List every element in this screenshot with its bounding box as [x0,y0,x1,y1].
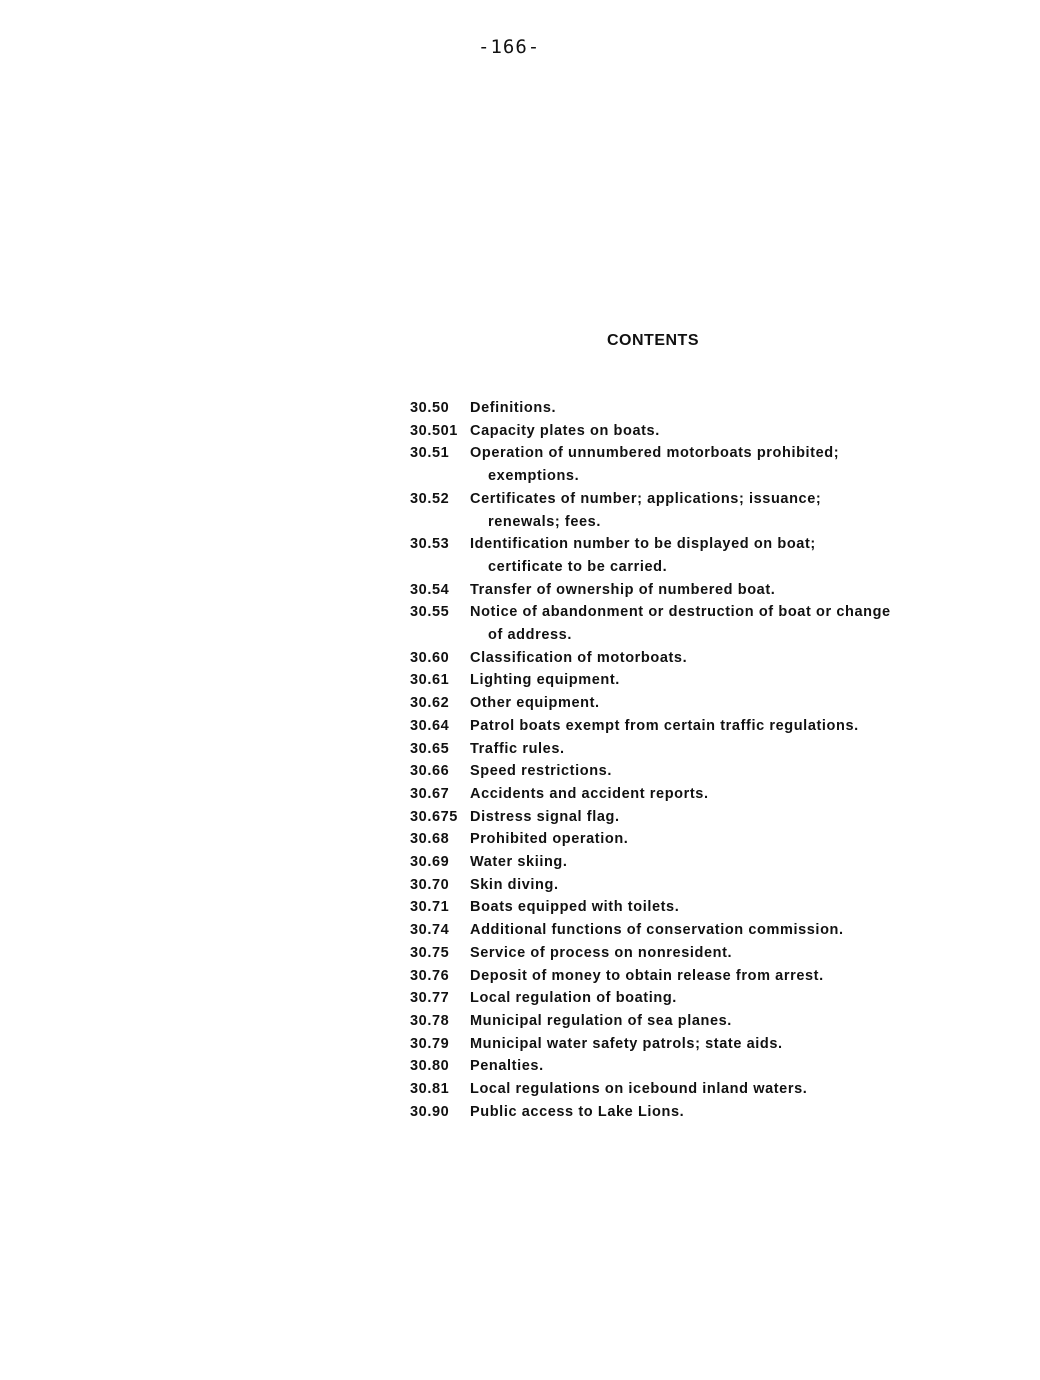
section-title-line: Local regulation of boating. [470,990,677,1007]
section-title-line: Distress signal flag. [470,808,620,825]
toc-entry [410,851,970,874]
section-title [470,669,970,692]
table-of-contents [410,397,970,1124]
toc-entry [410,601,970,646]
section-number: 30.81 [410,1081,450,1098]
section-title [470,806,970,829]
section-title [470,1101,970,1124]
section-number: 30.64 [410,717,450,734]
toc-entry [410,874,970,897]
section-title [470,579,970,602]
section-title [470,828,970,851]
section-number: 30.90 [410,1103,450,1120]
section-number: 30.74 [410,922,450,939]
section-number: 30.67 [410,785,450,802]
section-title-line: Classification of motorboats. [470,649,688,666]
toc-entry [410,692,970,715]
section-title-line: Notice of abandonment or destruction of boat or change [470,604,891,621]
section-title-line: Speed restrictions. [470,763,612,780]
toc-entry [410,533,970,578]
section-title [470,874,970,897]
section-title [470,919,970,942]
toc-entry [410,987,970,1010]
section-number: 30.70 [410,876,450,893]
section-title-line: Penalties. [470,1058,544,1075]
section-title-line: Local regulations on icebound inland waters. [470,1081,808,1098]
section-title-line: Deposit of money to obtain release from arrest. [470,967,824,984]
toc-entry [410,738,970,761]
section-number: 30.50 [410,400,450,416]
section-title [470,488,970,533]
section-title-line: Patrol boats exempt from certain traffic regulations. [470,717,859,734]
toc-entry [410,397,970,420]
section-title [470,715,970,738]
toc-entry [410,942,970,965]
section-title [470,896,970,919]
section-title-line: Additional functions of conservation commission. [470,922,844,939]
section-number: 30.51 [410,445,450,462]
section-title-line: Boats equipped with toilets. [470,899,680,916]
section-title [470,1055,970,1078]
toc-entry [410,669,970,692]
toc-entry [410,896,970,919]
section-title-line: Water skiing. [470,854,568,871]
section-title-line: Public access to Lake Lions. [470,1103,685,1120]
toc-entry [410,965,970,988]
toc-entry [410,420,970,443]
page-number: -166- [478,36,541,58]
toc-entry [410,919,970,942]
section-title-line: Transfer of ownership of numbered boat. [470,581,776,598]
section-number: 30.68 [410,831,450,848]
section-number: 30.77 [410,990,450,1007]
section-title-line: certificate to be carried. [488,558,668,575]
section-title [470,601,970,646]
section-title-line: exemptions. [488,468,580,485]
section-title-line: Accidents and accident reports. [470,785,709,802]
toc-entry [410,1010,970,1033]
section-number: 30.71 [410,899,450,916]
section-title-line: Municipal water safety patrols; state aids. [470,1035,783,1052]
toc-entry [410,783,970,806]
toc-entry [410,488,970,533]
section-number: 30.675 [410,808,458,825]
section-number: 30.62 [410,695,450,712]
section-number: 30.78 [410,1012,450,1029]
section-title-line: Lighting equipment. [470,672,620,689]
section-title [470,442,970,487]
section-title-line: Certificates of number; applications; issuance; [470,490,822,507]
section-title [470,397,970,420]
section-title-line: Service of process on nonresident. [470,944,733,961]
section-title [470,647,970,670]
section-title-line: Other equipment. [470,695,600,712]
section-title [470,420,970,443]
section-number: 30.80 [410,1058,450,1075]
toc-entry [410,1078,970,1101]
toc-entry [410,1101,970,1124]
section-title-line: Operation of unnumbered motorboats prohibited; [470,445,840,462]
section-number: 30.60 [410,649,450,666]
toc-entry [410,647,970,670]
section-title [470,987,970,1010]
section-title-line: Prohibited operation. [470,831,629,848]
section-number: 30.65 [410,740,450,757]
section-title [470,1010,970,1033]
toc-entry [410,828,970,851]
section-number: 30.75 [410,944,450,961]
section-title-line: Identification number to be displayed on boat; [470,536,816,553]
section-title [470,760,970,783]
section-number: 30.66 [410,763,450,780]
section-title [470,1033,970,1056]
section-number: 30.53 [410,536,450,553]
section-title [470,965,970,988]
section-title-line: of address. [488,627,572,644]
section-title [470,942,970,965]
section-title [470,851,970,874]
section-number: 30.55 [410,604,450,621]
section-title-line: Definitions. [470,400,557,416]
toc-entry [410,442,970,487]
section-number: 30.79 [410,1035,450,1052]
section-title [470,783,970,806]
section-title [470,1078,970,1101]
section-title-line: Traffic rules. [470,740,565,757]
section-number: 30.501 [410,422,458,439]
section-number: 30.52 [410,490,450,507]
section-title [470,692,970,715]
section-number: 30.61 [410,672,450,689]
section-title [470,533,970,578]
toc-entry [410,579,970,602]
section-title-line: Municipal regulation of sea planes. [470,1012,732,1029]
section-title-line: renewals; fees. [488,513,601,530]
section-title-line: Skin diving. [470,876,559,893]
section-title [470,738,970,761]
section-title-line: Capacity plates on boats. [470,422,660,439]
toc-entry [410,1055,970,1078]
section-number: 30.54 [410,581,450,598]
section-number: 30.69 [410,854,450,871]
toc-entry [410,806,970,829]
section-number: 30.76 [410,967,450,984]
toc-entry [410,760,970,783]
toc-entry [410,1033,970,1056]
contents-heading: CONTENTS [607,332,699,349]
toc-entry [410,715,970,738]
